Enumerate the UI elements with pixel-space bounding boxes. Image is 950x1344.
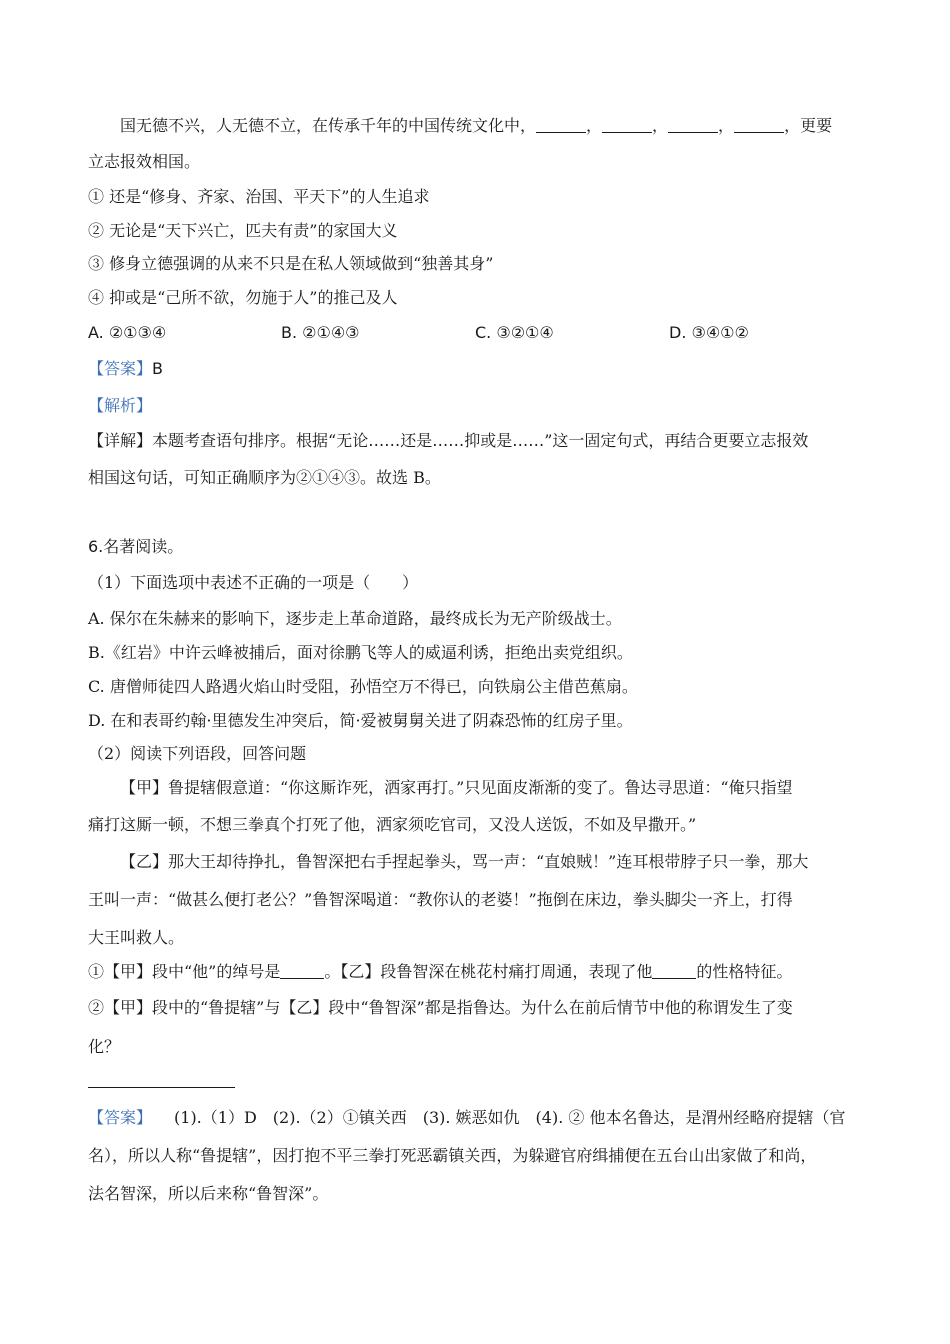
q6-answer-line3: 法名智深，所以后来称“鲁智深”。: [88, 1184, 329, 1203]
q5-option-c: C. ③②①④: [475, 323, 554, 342]
q5-analysis: [88, 395, 878, 417]
q6-answer-line1: [88, 1107, 878, 1129]
question-text: ①【甲】段中“他”的绰号是: [88, 962, 281, 981]
q6-question2-line1: ②【甲】段中的“鲁提辖”与【乙】段中“鲁智深”都是指鲁达。为什么在前后情节中他的称谓发生了变: [88, 998, 793, 1017]
answer-value: B: [152, 359, 163, 378]
q6-title: 6.名著阅读。: [88, 537, 184, 556]
q6-sub2: （2）阅读下列语段，回答问题: [88, 744, 307, 763]
q5-detail-line1: [88, 430, 878, 452]
q6-choice-d: D. 在和表哥约翰·里德发生冲突后，简·爱被舅舅关进了阴森恐怖的红房子里。: [88, 711, 633, 730]
answer-blank: [668, 118, 718, 133]
detail-tag: 【详解】: [88, 431, 153, 450]
divider: [88, 1087, 235, 1088]
q5-detail-line2: 相国这句话，可知正确顺序为②①④③。故选 B。: [88, 468, 441, 487]
question-text: 的性格特征。: [696, 962, 793, 981]
q5-stem-line2: 立志报效相国。: [88, 152, 201, 171]
q6-question1: [88, 961, 878, 983]
passage-yi-line1: 【乙】那大王却待挣扎，鲁智深把右手捏起拳头，骂一声：“直娘贼！”连耳根带脖子只一拳，那大: [120, 852, 809, 871]
answer-tag: 【答案】: [88, 1108, 153, 1127]
answer-blank: [602, 118, 652, 133]
q5-answer: [88, 358, 878, 380]
q6-answer-line2: 名），所以人称“鲁提辖”，因打抱不平三拳打死恶霸镇关西，为躲避官府缉捕便在五台山出家做了和尚，: [88, 1146, 817, 1165]
answer-text: (1).（1）D (2).（2）①镇关西 (3). 嫉恶如仇 (4). ② 他本名鲁达，是渭州经略府提辖（官: [174, 1108, 846, 1127]
q5-item: ② 无论是“天下兴亡，匹夫有责”的家国大义: [88, 221, 398, 240]
q5-stem-line1: 国无德不兴，人无德不立，在传承千年的中国传统文化中， ， ， ， ，更要: [120, 116, 833, 135]
answer-blank: [280, 964, 324, 979]
q5-stem-part1: 国无德不兴，人无德不立，在传承千年的中国传统文化中，: [120, 116, 537, 135]
answer-blank: [734, 118, 784, 133]
q5-stem-part2: ，更要: [784, 116, 833, 135]
q6-choice-a: A. 保尔在朱赫来的影响下，逐步走上革命道路，最终成长为无产阶级战士。: [88, 609, 622, 628]
q6-question2-line2: 化？: [88, 1037, 121, 1056]
passage-jia-line2: 痛打这厮一顿，不想三拳真个打死了他，洒家须吃官司，又没人送饭，不如及早撒开。”: [88, 815, 697, 834]
q5-item: ④ 抑或是“己所不欲，勿施于人”的推己及人: [88, 288, 398, 307]
passage-jia-line1: 【甲】鲁提辖假意道：“你这厮诈死，洒家再打。”只见面皮渐渐的变了。鲁达寻思道：“俺只指望: [120, 778, 793, 797]
answer-tag: 【答案】: [88, 359, 153, 378]
q5-option-b: B. ②①④③: [281, 323, 360, 342]
q5-item: ③ 修身立德强调的从来不只是在私人领域做到“独善其身”: [88, 254, 494, 273]
q6-choice-c: C. 唐僧师徒四人路遇火焰山时受阻，孙悟空万不得已，向铁扇公主借芭蕉扇。: [88, 677, 638, 696]
detail-text: 本题考查语句排序。根据“无论……还是……抑或是……”这一固定句式，再结合更要立志报效: [152, 431, 809, 450]
q6-choice-b: B.《红岩》中许云峰被捕后，面对徐鹏飞等人的威逼利诱，拒绝出卖党组织。: [88, 643, 633, 662]
q5-item: ① 还是“修身、齐家、治国、平天下”的人生追求: [88, 187, 430, 206]
q5-option-a: A. ②①③④: [88, 323, 167, 342]
analysis-tag: 【解析】: [88, 396, 153, 415]
answer-blank: [536, 118, 586, 133]
passage-yi-line2: 王叫一声：“做甚么便打老公？”鲁智深喝道：“教你认的老婆！”拖倒在床边，拳头脚尖一齐上，打得: [88, 890, 793, 909]
question-text: 。【乙】段鲁智深在桃花村痛打周通，表现了他: [324, 962, 653, 981]
answer-blank: [652, 964, 696, 979]
passage-yi-line3: 大王叫救人。: [88, 928, 185, 947]
q5-option-d: D. ③④①②: [669, 323, 749, 342]
q6-sub1: （1）下面选项中表述不正确的一项是（ ）: [88, 573, 419, 592]
